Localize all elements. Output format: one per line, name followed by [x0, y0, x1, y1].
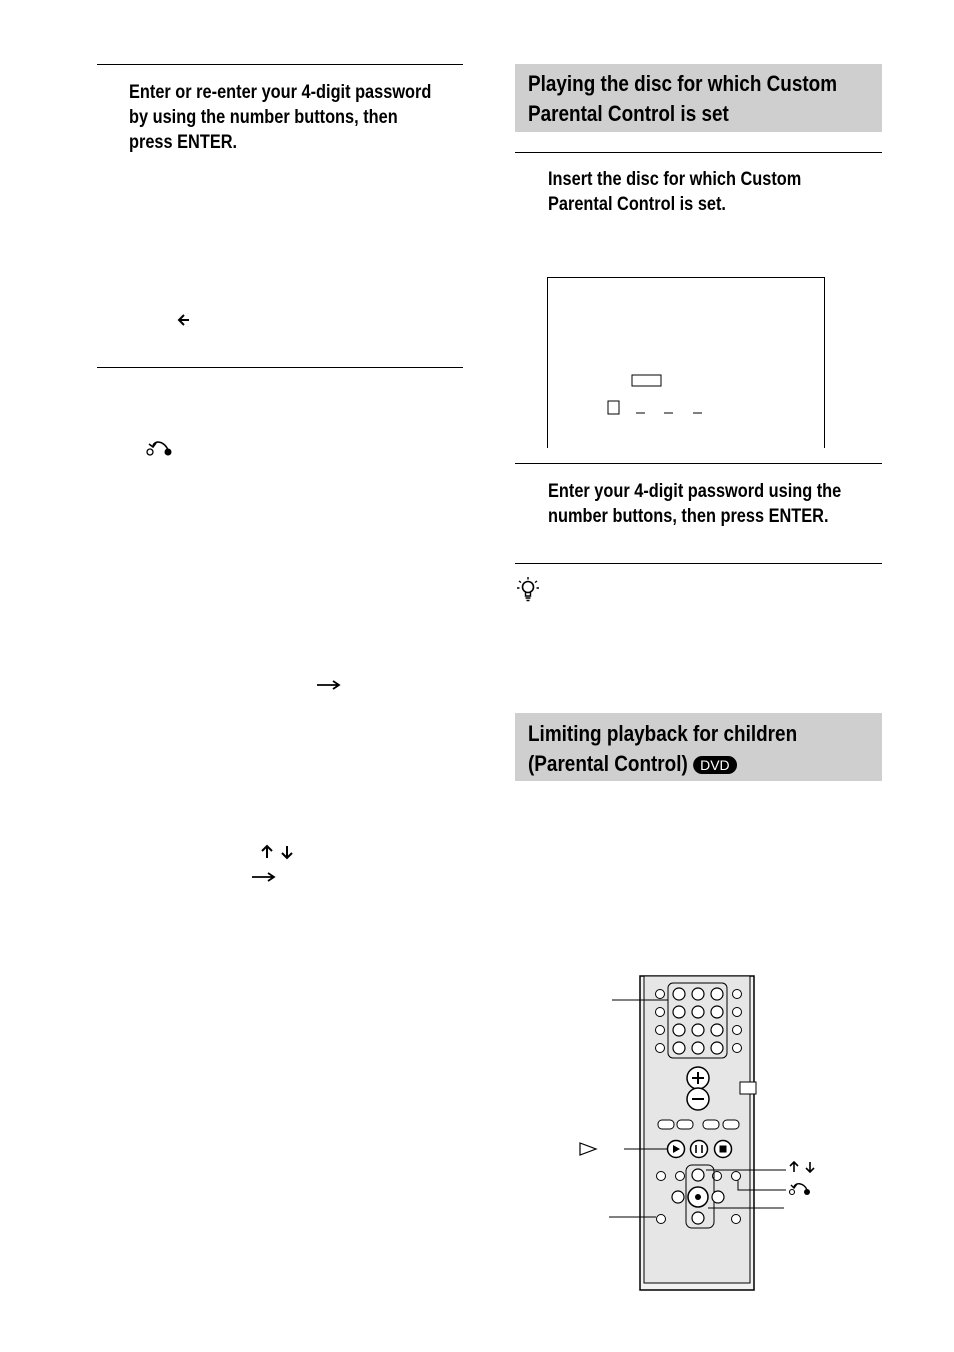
right-rule-2 — [515, 463, 882, 464]
section-title-line: Playing the disc for which Custom — [528, 71, 838, 96]
play-triangle-icon — [580, 1143, 596, 1155]
lightbulb-tip-icon — [515, 576, 541, 604]
return-icon — [790, 1184, 811, 1195]
arrow-up-down-icon — [790, 1162, 814, 1172]
dvd-badge: DVD — [693, 756, 736, 774]
step-line: Insert the disc for which Custom — [548, 169, 802, 190]
remote-control-illustration — [576, 976, 826, 1292]
arrow-left-icon — [176, 312, 192, 328]
left-middle-rule — [97, 367, 463, 368]
section-title-line: Parental Control is set — [528, 101, 729, 126]
right-rule-1 — [515, 152, 882, 153]
pause-button — [691, 1141, 708, 1158]
return-icon — [145, 437, 173, 457]
side-switch — [740, 1082, 756, 1094]
step-enter-4digit — [548, 479, 841, 529]
step-line: press ENTER. — [129, 132, 238, 153]
arrow-up-down-icon — [259, 844, 295, 860]
setup-button — [657, 1215, 666, 1224]
section-title-limiting-playback — [528, 719, 797, 779]
section-title-line: Limiting playback for children — [528, 721, 798, 746]
arrow-right-icon — [316, 678, 342, 692]
password-cursor-box — [608, 401, 619, 414]
step-line: Enter or re-enter your 4-digit password — [129, 82, 432, 103]
step-line: Enter your 4-digit password using the — [548, 481, 842, 502]
right-rule-3 — [515, 563, 882, 564]
step-line: by using the number buttons, then — [129, 107, 398, 128]
step-line: Parental Control is set. — [548, 194, 726, 215]
step-line: number buttons, then press ENTER. — [548, 506, 829, 527]
section-title-text: (Parental Control) — [528, 751, 688, 776]
step-enter-password — [129, 80, 431, 155]
onscreen-password-display — [547, 277, 826, 449]
section-title-line — [528, 749, 797, 779]
display-button-frame — [632, 375, 661, 386]
arrow-right-icon — [251, 870, 277, 884]
section-title-custom-parental — [528, 69, 837, 129]
step-insert-disc — [548, 167, 801, 217]
left-top-rule — [97, 64, 463, 65]
